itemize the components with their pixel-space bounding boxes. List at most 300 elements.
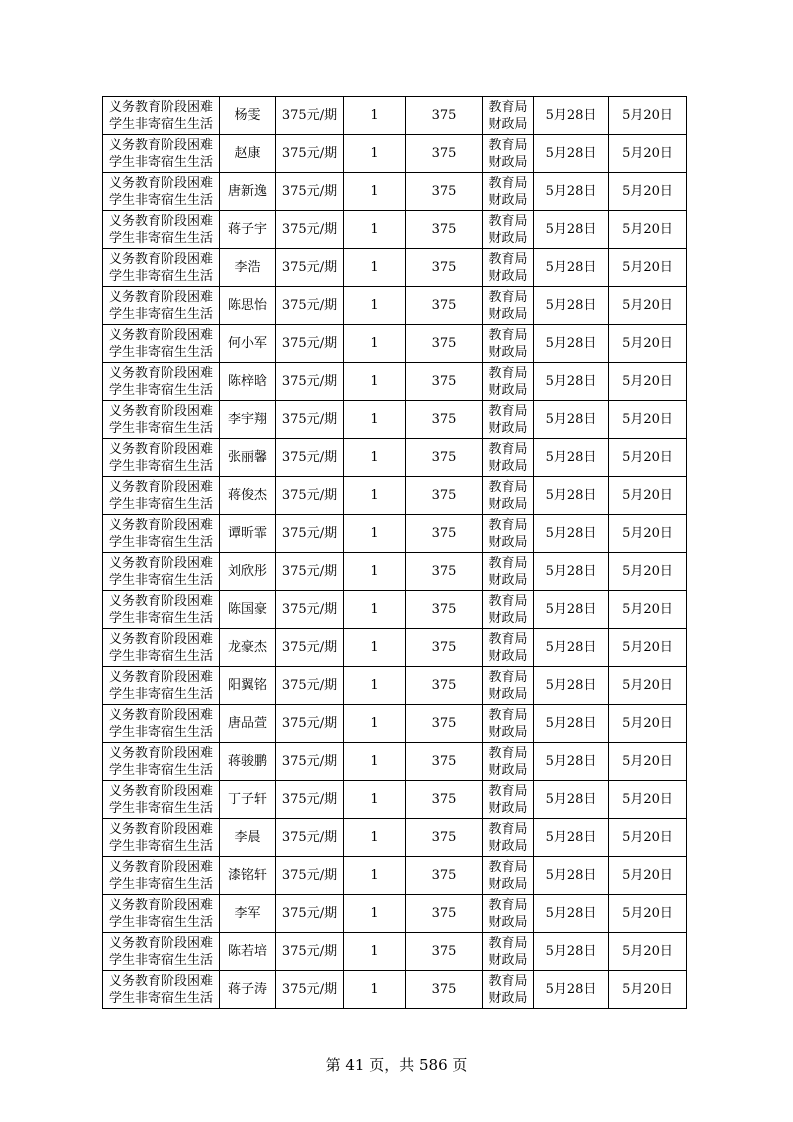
name-cell: 陈思怡	[220, 287, 276, 325]
date-cell-1: 5月28日	[534, 667, 609, 705]
project-line: 义务教育阶段困难	[108, 137, 213, 153]
amount-cell: 375	[406, 705, 483, 743]
date-cell-2: 5月20日	[609, 895, 687, 933]
department-line: 教育局	[488, 783, 528, 799]
date-cell-2: 5月20日	[609, 591, 687, 629]
date-cell-1: 5月28日	[534, 705, 609, 743]
project-cell	[103, 439, 220, 477]
project-line: 义务教育阶段困难	[108, 973, 213, 989]
project-line: 学生非寄宿生生活	[108, 116, 213, 132]
count-cell: 1	[344, 325, 406, 363]
project-line: 学生非寄宿生生活	[108, 990, 213, 1006]
project-line: 义务教育阶段困难	[108, 213, 213, 229]
count-cell: 1	[344, 933, 406, 971]
subsidy-table	[102, 96, 687, 1009]
date-cell-2: 5月20日	[609, 401, 687, 439]
table-row	[103, 819, 687, 857]
date-cell-2: 5月20日	[609, 249, 687, 287]
table-row	[103, 743, 687, 781]
date-cell-1: 5月28日	[534, 515, 609, 553]
project-line: 学生非寄宿生生活	[108, 154, 213, 170]
table-row	[103, 553, 687, 591]
amount-cell: 375	[406, 971, 483, 1009]
department-cell	[483, 857, 534, 895]
amount-cell: 375	[406, 287, 483, 325]
date-cell-2: 5月20日	[609, 857, 687, 895]
department-line: 教育局	[488, 175, 528, 191]
department-line: 教育局	[488, 327, 528, 343]
table-row	[103, 211, 687, 249]
name-cell: 李晨	[220, 819, 276, 857]
department-line: 教育局	[488, 593, 528, 609]
department-cell	[483, 135, 534, 173]
date-cell-2: 5月20日	[609, 667, 687, 705]
department-line: 教育局	[488, 213, 528, 229]
table-row	[103, 781, 687, 819]
date-cell-1: 5月28日	[534, 97, 609, 135]
date-cell-1: 5月28日	[534, 363, 609, 401]
table-row	[103, 667, 687, 705]
count-cell: 1	[344, 781, 406, 819]
count-cell: 1	[344, 477, 406, 515]
standard-cell: 375元/期	[276, 591, 344, 629]
count-cell: 1	[344, 401, 406, 439]
table-row	[103, 933, 687, 971]
department-line: 财政局	[488, 648, 528, 664]
name-cell: 李浩	[220, 249, 276, 287]
department-line: 教育局	[488, 251, 528, 267]
department-cell	[483, 705, 534, 743]
project-line: 义务教育阶段困难	[108, 555, 213, 571]
date-cell-2: 5月20日	[609, 477, 687, 515]
standard-cell: 375元/期	[276, 667, 344, 705]
project-line: 义务教育阶段困难	[108, 403, 213, 419]
department-cell	[483, 553, 534, 591]
amount-cell: 375	[406, 515, 483, 553]
project-line: 义务教育阶段困难	[108, 289, 213, 305]
amount-cell: 375	[406, 933, 483, 971]
amount-cell: 375	[406, 135, 483, 173]
department-line: 财政局	[488, 382, 528, 398]
project-cell	[103, 705, 220, 743]
count-cell: 1	[344, 363, 406, 401]
project-line: 义务教育阶段困难	[108, 251, 213, 267]
department-line: 财政局	[488, 534, 528, 550]
standard-cell: 375元/期	[276, 439, 344, 477]
name-cell: 李军	[220, 895, 276, 933]
department-line: 财政局	[488, 192, 528, 208]
date-cell-2: 5月20日	[609, 173, 687, 211]
department-line: 财政局	[488, 686, 528, 702]
standard-cell: 375元/期	[276, 857, 344, 895]
date-cell-2: 5月20日	[609, 971, 687, 1009]
department-cell	[483, 743, 534, 781]
name-cell: 丁子轩	[220, 781, 276, 819]
project-line: 义务教育阶段困难	[108, 631, 213, 647]
project-line: 学生非寄宿生生活	[108, 192, 213, 208]
department-line: 教育局	[488, 631, 528, 647]
department-line: 财政局	[488, 344, 528, 360]
date-cell-1: 5月28日	[534, 325, 609, 363]
date-cell-1: 5月28日	[534, 895, 609, 933]
standard-cell: 375元/期	[276, 971, 344, 1009]
project-cell	[103, 135, 220, 173]
project-cell	[103, 819, 220, 857]
department-line: 教育局	[488, 403, 528, 419]
date-cell-2: 5月20日	[609, 325, 687, 363]
department-line: 教育局	[488, 99, 528, 115]
project-line: 义务教育阶段困难	[108, 479, 213, 495]
project-line: 学生非寄宿生生活	[108, 572, 213, 588]
standard-cell: 375元/期	[276, 135, 344, 173]
department-line: 教育局	[488, 707, 528, 723]
project-line: 义务教育阶段困难	[108, 99, 213, 115]
department-cell	[483, 439, 534, 477]
department-line: 财政局	[488, 876, 528, 892]
project-line: 学生非寄宿生生活	[108, 230, 213, 246]
table-row	[103, 287, 687, 325]
date-cell-2: 5月20日	[609, 439, 687, 477]
standard-cell: 375元/期	[276, 819, 344, 857]
amount-cell: 375	[406, 477, 483, 515]
department-cell	[483, 819, 534, 857]
count-cell: 1	[344, 629, 406, 667]
project-line: 义务教育阶段困难	[108, 821, 213, 837]
date-cell-1: 5月28日	[534, 401, 609, 439]
department-line: 教育局	[488, 745, 528, 761]
project-line: 学生非寄宿生生活	[108, 686, 213, 702]
table-row	[103, 591, 687, 629]
department-line: 财政局	[488, 268, 528, 284]
project-line: 学生非寄宿生生活	[108, 648, 213, 664]
name-cell: 李宇翔	[220, 401, 276, 439]
table-body	[103, 97, 687, 1009]
department-line: 教育局	[488, 897, 528, 913]
name-cell: 阳翼铭	[220, 667, 276, 705]
project-cell	[103, 781, 220, 819]
name-cell: 何小军	[220, 325, 276, 363]
department-line: 财政局	[488, 420, 528, 436]
project-cell	[103, 553, 220, 591]
date-cell-1: 5月28日	[534, 135, 609, 173]
count-cell: 1	[344, 173, 406, 211]
department-line: 财政局	[488, 116, 528, 132]
date-cell-1: 5月28日	[534, 439, 609, 477]
department-cell	[483, 667, 534, 705]
department-line: 教育局	[488, 517, 528, 533]
name-cell: 赵康	[220, 135, 276, 173]
table-row	[103, 705, 687, 743]
department-cell	[483, 591, 534, 629]
project-line: 学生非寄宿生生活	[108, 420, 213, 436]
count-cell: 1	[344, 971, 406, 1009]
project-line: 学生非寄宿生生活	[108, 382, 213, 398]
project-line: 义务教育阶段困难	[108, 897, 213, 913]
date-cell-2: 5月20日	[609, 211, 687, 249]
date-cell-2: 5月20日	[609, 287, 687, 325]
date-cell-2: 5月20日	[609, 97, 687, 135]
project-line: 学生非寄宿生生活	[108, 534, 213, 550]
date-cell-1: 5月28日	[534, 819, 609, 857]
table-row	[103, 401, 687, 439]
table-row	[103, 249, 687, 287]
name-cell: 唐品萱	[220, 705, 276, 743]
date-cell-1: 5月28日	[534, 211, 609, 249]
table-row	[103, 439, 687, 477]
name-cell: 蒋骏鹏	[220, 743, 276, 781]
project-line: 学生非寄宿生生活	[108, 610, 213, 626]
count-cell: 1	[344, 819, 406, 857]
amount-cell: 375	[406, 553, 483, 591]
amount-cell: 375	[406, 249, 483, 287]
amount-cell: 375	[406, 895, 483, 933]
name-cell: 唐新逸	[220, 173, 276, 211]
department-line: 教育局	[488, 555, 528, 571]
date-cell-1: 5月28日	[534, 629, 609, 667]
project-line: 义务教育阶段困难	[108, 593, 213, 609]
department-line: 财政局	[488, 496, 528, 512]
table-row	[103, 857, 687, 895]
project-line: 学生非寄宿生生活	[108, 458, 213, 474]
amount-cell: 375	[406, 97, 483, 135]
standard-cell: 375元/期	[276, 743, 344, 781]
date-cell-1: 5月28日	[534, 971, 609, 1009]
table-row	[103, 515, 687, 553]
project-line: 学生非寄宿生生活	[108, 268, 213, 284]
project-line: 义务教育阶段困难	[108, 745, 213, 761]
project-line: 学生非寄宿生生活	[108, 306, 213, 322]
project-cell	[103, 97, 220, 135]
project-line: 义务教育阶段困难	[108, 517, 213, 533]
project-line: 义务教育阶段困难	[108, 175, 213, 191]
amount-cell: 375	[406, 743, 483, 781]
project-cell	[103, 971, 220, 1009]
department-line: 财政局	[488, 800, 528, 816]
count-cell: 1	[344, 743, 406, 781]
project-cell	[103, 591, 220, 629]
department-line: 财政局	[488, 914, 528, 930]
department-line: 财政局	[488, 610, 528, 626]
standard-cell: 375元/期	[276, 401, 344, 439]
table-row	[103, 629, 687, 667]
department-line: 财政局	[488, 458, 528, 474]
date-cell-1: 5月28日	[534, 743, 609, 781]
date-cell-1: 5月28日	[534, 553, 609, 591]
count-cell: 1	[344, 705, 406, 743]
table-row	[103, 477, 687, 515]
count-cell: 1	[344, 515, 406, 553]
department-cell	[483, 325, 534, 363]
date-cell-2: 5月20日	[609, 819, 687, 857]
project-cell	[103, 325, 220, 363]
standard-cell: 375元/期	[276, 363, 344, 401]
project-line: 学生非寄宿生生活	[108, 496, 213, 512]
department-line: 教育局	[488, 365, 528, 381]
standard-cell: 375元/期	[276, 249, 344, 287]
count-cell: 1	[344, 591, 406, 629]
amount-cell: 375	[406, 439, 483, 477]
department-cell	[483, 173, 534, 211]
project-line: 学生非寄宿生生活	[108, 838, 213, 854]
department-cell	[483, 971, 534, 1009]
name-cell: 张丽馨	[220, 439, 276, 477]
department-line: 教育局	[488, 669, 528, 685]
amount-cell: 375	[406, 819, 483, 857]
project-cell	[103, 249, 220, 287]
standard-cell: 375元/期	[276, 97, 344, 135]
date-cell-1: 5月28日	[534, 173, 609, 211]
count-cell: 1	[344, 553, 406, 591]
count-cell: 1	[344, 895, 406, 933]
table-row	[103, 173, 687, 211]
project-line: 义务教育阶段困难	[108, 783, 213, 799]
department-line: 教育局	[488, 289, 528, 305]
amount-cell: 375	[406, 629, 483, 667]
department-cell	[483, 211, 534, 249]
name-cell: 漆铭轩	[220, 857, 276, 895]
department-line: 财政局	[488, 230, 528, 246]
table-row	[103, 363, 687, 401]
amount-cell: 375	[406, 401, 483, 439]
department-cell	[483, 933, 534, 971]
date-cell-2: 5月20日	[609, 135, 687, 173]
project-cell	[103, 173, 220, 211]
table-row	[103, 97, 687, 135]
name-cell: 蒋子涛	[220, 971, 276, 1009]
department-cell	[483, 477, 534, 515]
department-line: 教育局	[488, 821, 528, 837]
name-cell: 陈若培	[220, 933, 276, 971]
count-cell: 1	[344, 439, 406, 477]
date-cell-1: 5月28日	[534, 857, 609, 895]
date-cell-1: 5月28日	[534, 781, 609, 819]
standard-cell: 375元/期	[276, 781, 344, 819]
department-cell	[483, 363, 534, 401]
department-line: 财政局	[488, 838, 528, 854]
department-cell	[483, 629, 534, 667]
standard-cell: 375元/期	[276, 895, 344, 933]
department-cell	[483, 249, 534, 287]
date-cell-2: 5月20日	[609, 781, 687, 819]
project-cell	[103, 515, 220, 553]
amount-cell: 375	[406, 591, 483, 629]
project-cell	[103, 743, 220, 781]
department-line: 财政局	[488, 990, 528, 1006]
project-cell	[103, 401, 220, 439]
count-cell: 1	[344, 97, 406, 135]
date-cell-2: 5月20日	[609, 363, 687, 401]
date-cell-1: 5月28日	[534, 933, 609, 971]
amount-cell: 375	[406, 173, 483, 211]
count-cell: 1	[344, 249, 406, 287]
project-cell	[103, 895, 220, 933]
project-line: 义务教育阶段困难	[108, 327, 213, 343]
project-line: 义务教育阶段困难	[108, 707, 213, 723]
date-cell-2: 5月20日	[609, 553, 687, 591]
department-cell	[483, 515, 534, 553]
date-cell-1: 5月28日	[534, 249, 609, 287]
department-line: 财政局	[488, 572, 528, 588]
standard-cell: 375元/期	[276, 287, 344, 325]
count-cell: 1	[344, 211, 406, 249]
department-line: 财政局	[488, 952, 528, 968]
department-line: 教育局	[488, 859, 528, 875]
page-footer: 第 41 页，共 586 页	[325, 1056, 468, 1074]
standard-cell: 375元/期	[276, 553, 344, 591]
table-row	[103, 971, 687, 1009]
department-line: 教育局	[488, 935, 528, 951]
name-cell: 刘欣彤	[220, 553, 276, 591]
standard-cell: 375元/期	[276, 515, 344, 553]
department-line: 财政局	[488, 306, 528, 322]
amount-cell: 375	[406, 781, 483, 819]
name-cell: 蒋俊杰	[220, 477, 276, 515]
amount-cell: 375	[406, 211, 483, 249]
date-cell-1: 5月28日	[534, 591, 609, 629]
name-cell: 陈国豪	[220, 591, 276, 629]
department-cell	[483, 401, 534, 439]
project-line: 义务教育阶段困难	[108, 935, 213, 951]
department-cell	[483, 781, 534, 819]
standard-cell: 375元/期	[276, 325, 344, 363]
department-line: 财政局	[488, 154, 528, 170]
department-cell	[483, 895, 534, 933]
standard-cell: 375元/期	[276, 933, 344, 971]
date-cell-1: 5月28日	[534, 477, 609, 515]
count-cell: 1	[344, 667, 406, 705]
name-cell: 蒋子宇	[220, 211, 276, 249]
table-row	[103, 895, 687, 933]
project-line: 学生非寄宿生生活	[108, 914, 213, 930]
standard-cell: 375元/期	[276, 629, 344, 667]
subsidy-table-container	[102, 96, 686, 1009]
project-line: 学生非寄宿生生活	[108, 876, 213, 892]
count-cell: 1	[344, 287, 406, 325]
amount-cell: 375	[406, 667, 483, 705]
project-cell	[103, 287, 220, 325]
standard-cell: 375元/期	[276, 211, 344, 249]
name-cell: 龙豪杰	[220, 629, 276, 667]
project-line: 学生非寄宿生生活	[108, 344, 213, 360]
count-cell: 1	[344, 857, 406, 895]
project-line: 学生非寄宿生生活	[108, 762, 213, 778]
project-line: 义务教育阶段困难	[108, 859, 213, 875]
amount-cell: 375	[406, 857, 483, 895]
project-cell	[103, 363, 220, 401]
department-line: 教育局	[488, 441, 528, 457]
name-cell: 杨雯	[220, 97, 276, 135]
project-line: 义务教育阶段困难	[108, 365, 213, 381]
project-cell	[103, 667, 220, 705]
project-cell	[103, 211, 220, 249]
date-cell-1: 5月28日	[534, 287, 609, 325]
department-cell	[483, 287, 534, 325]
name-cell: 谭昕霏	[220, 515, 276, 553]
project-line: 学生非寄宿生生活	[108, 952, 213, 968]
project-cell	[103, 629, 220, 667]
date-cell-2: 5月20日	[609, 629, 687, 667]
project-line: 学生非寄宿生生活	[108, 800, 213, 816]
project-line: 义务教育阶段困难	[108, 669, 213, 685]
count-cell: 1	[344, 135, 406, 173]
standard-cell: 375元/期	[276, 173, 344, 211]
standard-cell: 375元/期	[276, 705, 344, 743]
table-row	[103, 325, 687, 363]
department-line: 教育局	[488, 479, 528, 495]
name-cell: 陈梓晗	[220, 363, 276, 401]
project-line: 学生非寄宿生生活	[108, 724, 213, 740]
date-cell-2: 5月20日	[609, 743, 687, 781]
